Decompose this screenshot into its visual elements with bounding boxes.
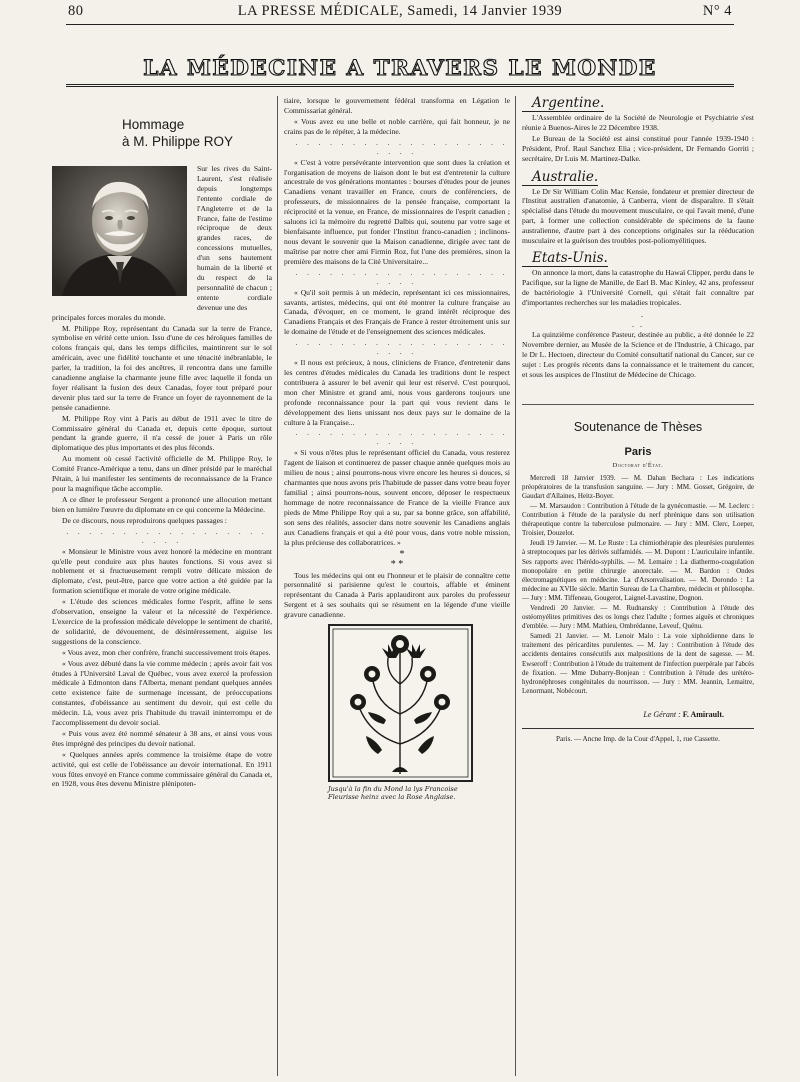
heading-argentine: Argentine.: [522, 96, 604, 112]
ellipsis-separator: . . . . . . . . . . . . . . . . . . . . . . .: [295, 429, 509, 447]
gerant-name: F. Amirault.: [682, 709, 724, 719]
asterism: * * *: [390, 548, 405, 570]
thistle-rose-woodcut: [328, 624, 473, 782]
running-title: LA PRESSE MÉDICALE, Samedi, 14 Janvier 1939: [237, 3, 563, 19]
thesis-entry: — M. Marsaudon : Contribution à l'étude de la gynécomastie. — M. Leclerc : Contribution à l'étude de la paralysie du nerf phrénique dans son utilisation thérapeutique contre la tuberculose pulmonaire. — Jury : MM. Clerc, Loeper, Troisier, Douzelot.: [522, 501, 754, 538]
page-header: [68, 3, 732, 23]
column-news: [522, 96, 754, 1076]
section-rule: [522, 404, 754, 405]
article-title-line2: à M. Philippe ROY: [122, 134, 234, 149]
hommage-paragraph: Au moment où cessé l'activité officielle de M. Philippe Roy, le Comité France-Amérique a tenu, dans un dîner présidé par le maréchal Pétain, à lui manifester les sentiments de reconnaissance de la France pour la magnifique tâche accomplie.: [52, 454, 272, 493]
printer-line: Paris. — Ancne Imp. de la Cour d'Appel, 1, rue Cassette.: [522, 728, 754, 745]
speech-paragraph: « L'étude des sciences médicales forme l'esprit, affine le sens d'observation, enseigne la valeur et la nécessité de l'expérience. L'exercice de la profession médicale développe le sentiment de charité, de solidarité, de dévouement, de désintéressement, aiguise les suggestions de la conscience.: [52, 597, 272, 646]
page-number: 80: [68, 3, 84, 19]
article-title: [122, 116, 272, 150]
news-paragraph: La quinzième conférence Pasteur, destinée au public, a été donnée le 22 Novembre dernier, au Musée de la Science et de l'Industrie, à Chicago, par le Dr L. Hectoen, directeur du Comité consultatif national du Cancer, sur ce sujet : Les progrès récents dans la connaissance et le traitement du cancer, et sous les auspices de l'Institut de Médecine de Chicago.: [522, 330, 754, 380]
column-divider-2: [515, 96, 516, 1076]
soutenance-title: Soutenance de Thèses: [573, 419, 703, 434]
city-heading: Paris: [624, 445, 652, 458]
speech-paragraph: « Si vous n'êtes plus le représentant officiel du Canada, vous resterez l'agent de liaison et continuerez de passer chaque année quelques mois au milieu de nous ; ainsi pourrons-nous vivre encore les heures si douces, si charmantes que nous avons pris l'habitude de passer dans votre beau foyer familial ; ainsi pourrons-nous, souvent encore, déposer le respectueux hommage de notre reconnaissance de France de la vieille France aux pieds de Mme Philippe Roy qui a su, par sa bonne grâce, son affabilité, son sens des réalités, associer dans notre souvenir les Canadiens anglais aux Canadiens français et qui a été pour vous, dans votre noble mission, la plus précieuse des collaboratrices. »: [284, 448, 510, 547]
ellipsis-separator: . . . . . . . . . . . . . . . . . . . . . . .: [295, 138, 509, 156]
speech-paragraph: tiaire, lorsque le gouvernement fédéral transforma en Légation le Commissariat général.: [284, 96, 510, 115]
thesis-entry: Vendredi 20 Janvier. — M. Rudnansky : Contribution à l'étude des ostéomyélites primitives des os longs chez l'adulte ; formes aiguës et chroniques d'emblée. — Jury : MM. Mathieu, Ombrédanne, Leveuf, Quénu.: [522, 603, 754, 631]
column-speech: [284, 96, 510, 1076]
portrait-block: [52, 164, 272, 313]
portrait-photo: [52, 166, 187, 296]
news-paragraph: Le Dr Sir William Colin Mac Kensie, fondateur et premier directeur de l'Institut australien d'anatomie, à Canberra, vient de disparaître. Il s'était spécialisé dans l'étude du mouvement musculaire, ce qui l'avait mené, d'une part, à former une collection considérable de spécimens de la faune australienne, d'autre part à des conceptions originales sur la rééducation musculaire et la guérison des troubles post-poliomyélitiques.: [522, 186, 754, 246]
speech-paragraph: « Vous avez, mon cher confrère, franchi successivement trois étapes.: [62, 647, 271, 657]
thesis-entry: Samedi 21 Janvier. — M. Lenoir Malo : La voie xiphoïdienne dans le traitement des péricardites purulentes. — M. Jay : Contribution à l'étude des accidents dentaires consécutifs aux malpositions de la dent de sagesse. — M. Ewseroff : Contribution à l'étude du traitement de l'infection puerpérale par l'abcès de fixation. — Mme Dubarry-Bonjean : Contribution à l'étude des urétéro-hydronéphroses congénitales du nourrisson. — Jury : MM. Jeannin, Lemaitre, Lenormant, Nobécourt.: [522, 632, 754, 695]
speech-paragraph: « Vous avez eu une belle et noble carrière, qui fait honneur, je ne crains pas de le répéter, à la médecine.: [284, 116, 510, 136]
hommage-paragraph: M. Philippe Roy vint à Paris au début de 1911 avec le titre de Commissaire général du Canada et, depuis cette époque, surtout pendant la grande guerre, il n'a cessé de jouer à Paris un rôle diplomatique des plus importants et des plus féconds.: [52, 413, 272, 453]
portrait-side-text: Sur les rives du Saint-Laurent, s'est réalisée depuis longtemps l'entente cordiale de l'Angleterre et de la France, faite de l'estime réciproque de deux grandes races, de concessions mutuelles, d'un sens hautement humain de la liberté et du respect de la personnalité de chacun ; entente cordiale devenue une des: [197, 164, 272, 312]
ellipsis-separator: . . . . . . . . . . . . . . . . . . . . . . .: [295, 268, 509, 286]
column-hommage: [52, 96, 272, 1076]
speech-paragraph: « Monsieur le Ministre vous avez honoré la médecine en montrant qu'elle peut conduire aux plus hautes fonctions. Si vous avez si noblement et si fructueusement rempli votre délicate mission de diplomate, c'est, peut-être, parce que votre action a été guidée par la formation scientifique et morale de votre origine médicale.: [52, 546, 272, 596]
speech-paragraph: « Quelques années après commence la troisième étape de votre activité, qui est celle de l'obéissance au devoir international. En 1911 vous fûtes envoyé en France comme commissaire général du Canada et, en 1928, vous êtes devenu Ministre plénipoten-: [52, 749, 272, 789]
ellipsis-separator: . . . . . . . . . . . . . . . . . . . . . .: [66, 527, 268, 545]
speech-paragraph: « Puis vous avez été nommé sénateur à 38 ans, et ainsi vous vous êtes imprégné des principes du devoir national.: [52, 728, 272, 748]
article-title-line1: Hommage: [122, 117, 185, 132]
heading-australie: Australie.: [522, 170, 598, 186]
speech-paragraph: « Il nous est précieux, à nous, cliniciens de France, d'entretenir dans les centres d'études médicales du Canada les traditions dont le respect contribuera à assurer le bel avenir qui leur est réservé. C'est pourquoi, mon cher Ministre et grand ami, nous vous garderons toujours une profonde reconnaissance pour la part qui vous revient dans le développement des liens unissant nos deux pays sur le domaine de la culture à la Française...: [284, 358, 510, 427]
hommage-intro-tail: principales forces morales du monde.: [52, 312, 166, 322]
thesis-entry: Mercredi 18 Janvier 1939. — M. Dahan Bechara : Les indications préopératoires de la transfusion sanguine. — Jury : MM. Gosset, Grégoire, de Gaudart d'Allaines, Heitz-Boyer.: [522, 473, 754, 500]
news-paragraph: On annonce la mort, dans la catastrophe du Hawaï Clipper, perdu dans le Pacifique, sur la ligne de Manille, de Earl B. Mac Kinley, 42 ans, professeur de bactériologie à l'Université Cornell, qui s'était fait connaître par d'importantes recherches sur les maladies tropicales.: [522, 267, 754, 307]
heading-etats-unis: Etats-Unis.: [522, 251, 608, 267]
news-paragraph: L'Assemblée ordinaire de la Société de Neurologie et Psychiatrie s'est réunie à Buenos-Aires le 22 Décembre 1938.: [522, 113, 754, 132]
ellipsis-separator: . . . . . . . . . . . . . . . . . . . . . . .: [295, 339, 509, 357]
header-rule: [66, 24, 734, 25]
speech-paragraph: « Qu'il soit permis à un médecin, représentant ici ces missionnaires, savants, artistes, médecins, qui ont été montrer la culture française au Canada, d'évoquer, en ce moment, le grand intérêt réciproque des Canadiens Français et des Français de France à rester étroitement unis sur le domaine de l'étude et de l'enseignement des sciences médicales.: [284, 287, 510, 337]
gerant-line: [522, 710, 754, 720]
doctorat-label: Doctorat d'État.: [612, 461, 664, 469]
hommage-paragraph: De ce discours, nous reproduirons quelques passages :: [62, 515, 227, 525]
closing-paragraph: Tous les médecins qui ont eu l'honneur et le plaisir de connaître cette personnalité si parisienne qu'est le courtois, affable et éminent représentant du Canada à Paris applaudiront aux paroles du professeur Sergent et à ses souhaits qui se résument en la légende d'une vieille gravure canadienne.: [284, 570, 510, 620]
dot-separator: . . .: [632, 309, 645, 329]
speech-paragraph: « Vous avez débuté dans la vie comme médecin ; après avoir fait vos études à l'Université Laval de Québec, vous avez exercé la profession médicale à Edmonton dans l'Alberta, menant pendant quelques années cette existence faite de surmenage incessant, de préoccupations constantes, d'obéissance au sentiment du devoir, qui est celle du médecin. Là, vous avez pris l'habitude du travail ininterrompu et de l'accomplissement du devoir social.: [52, 658, 272, 728]
thesis-list: [522, 474, 754, 696]
banner-rule: [66, 84, 734, 87]
issue-number: N° 4: [702, 3, 732, 19]
section-banner: LA MÉDECINE A TRAVERS LE MONDE: [143, 56, 657, 81]
woodcut-figure: [328, 624, 473, 802]
column-divider-1: [277, 96, 278, 1076]
woodcut-caption: Jusqu'à la fin du Mond la lys Francoise Fleurisse heinz avec la Rose Anglaise.: [328, 785, 458, 802]
gerant-label: Le Gérant :: [643, 709, 681, 719]
thesis-entry: Jeudi 19 Janvier. — M. Le Ruste : La chimiothérapie des pleurésies purulentes à streptocoques par les dérivés sulfamidés. — M. Dupont : L'auriculaire infantile. Ses rapports avec l'hérédo-syphilis. — M. Lemaire : La diathermo-coagulation monopolaire en petite chirurgie anorectale. — M. Bardon : Ondes électromagnétiques en médecine. La d'Arsonvalisation. — M. Dorondo : La médecine au XVIIe siècle. Martin Sureau de La Chambre, médecin et philosophe. — Jury : MM. Tiffeneau, Gougerot, Laignel-Lavastine, Dognon.: [522, 539, 754, 602]
speech-paragraph: « C'est à votre persévérante intervention que sont dues la création et l'organisation de moyens de liaison dont le but est d'entretenir la culture ancestrale de vos générations montantes : bourses d'études pour de jeunes Canadiens venant travailler en France, cours de conférenciers, de professeurs, de missionnaires de la pensée française, comportant la réciprocité et la venue, en France, de missionnaires de l'esprit canadien ; saluons ici la mémoire du regretté Dalbis qui, soutenu par votre sage et bienfaisante influence, put fonder l'Institut franco-canadien ; inclinons-nous devant le souvenir que la Maison canadienne, dirigée avec tant de maîtrise par notre cher ami Firmin Roz, fut l'une des premières, sinon la première des maisons de la Cité Universitaire...: [284, 157, 510, 266]
news-paragraph: Le Bureau de la Société est ainsi constitué pour l'année 1939-1940 : Président, Prof. Raul Sanchez Elia ; vice-président, Dr Fernando Gorriti ; secrétaire, Dr Luis M. Martinez-Dalke.: [522, 133, 754, 163]
hommage-paragraph: M. Philippe Roy, représentant du Canada sur la terre de France, symbolise en vérité cette union. Issu d'une de ces héroïques familles de colons français qui, dans les temps difficiles, maintinrent sur le sol américain, avec une fidélité touchante et une ténacité inébranlable, le parler, la tradition, la foi des ancêtres, il rencontra dans une famille canadienne anglaise la charmante jeune fille avec laquelle il fonda un foyer réalisant la fusion des deux Canadas, foyer tout préparé pour devenir plus tard sur la terre de France un foyer de rayonnement de la pensée canadienne.: [52, 323, 272, 412]
hommage-paragraph: A ce dîner le professeur Sergent a prononcé une allocution mettant bien en lumière l'œuvre du diplomate en ce qui concerne la Médecine.: [52, 494, 272, 514]
